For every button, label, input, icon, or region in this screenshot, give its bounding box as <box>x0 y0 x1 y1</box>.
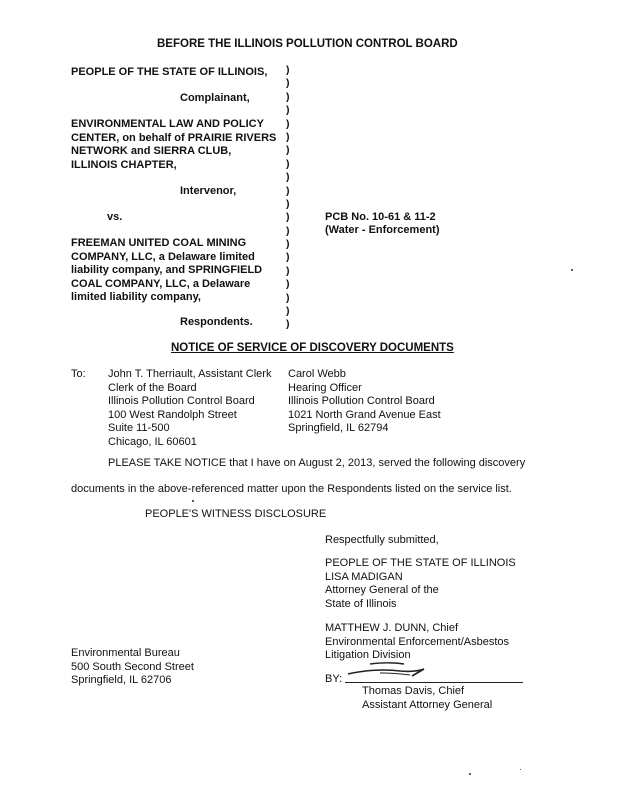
respondents-label: Respondents. <box>180 316 253 328</box>
stray-mark <box>192 500 194 502</box>
caption-paren: ) <box>286 157 290 170</box>
caption-paren: ) <box>286 291 290 304</box>
notice-title: NOTICE OF SERVICE OF DISCOVERY DOCUMENTS <box>171 342 454 354</box>
recipient-line: Illinois Pollution Control Board <box>108 395 255 407</box>
caption-paren: ) <box>286 104 290 117</box>
handwritten-signature <box>340 658 440 682</box>
caption-paren: ) <box>286 224 290 237</box>
caption-paren: ) <box>286 305 290 318</box>
recipient-line: Clerk of the Board <box>108 381 197 394</box>
caption-paren: ) <box>286 211 290 224</box>
caption-paren: ) <box>286 90 290 103</box>
caption-paren: ) <box>286 264 290 277</box>
caption-paren: ) <box>286 278 290 291</box>
by-label: BY: <box>325 673 343 685</box>
body-paragraph-line2: documents in the above-referenced matter upon the Respondents listed on the service list. <box>71 483 512 495</box>
recipient-hearing-officer <box>288 368 441 436</box>
signer-block <box>362 685 492 712</box>
scan-speck <box>469 773 471 775</box>
caption-paren: ) <box>286 184 290 197</box>
court-title: BEFORE THE ILLINOIS POLLUTION CONTROL BOARD <box>157 38 458 50</box>
recipient-line: 100 West Randolph Street <box>108 408 237 421</box>
recipient-line: Illinois Pollution Control Board <box>288 395 435 407</box>
caption-paren: ) <box>286 64 290 76</box>
intervenor-line: ENVIRONMENTAL LAW AND POLICY <box>71 118 264 130</box>
case-number: PCB No. 10-61 & 11-2 <box>325 211 436 223</box>
versus-label: vs. <box>107 211 123 223</box>
office-line: Springfield, IL 62706 <box>71 674 172 686</box>
closing: Respectfully submitted, <box>325 534 439 546</box>
respondent-name <box>71 237 262 305</box>
to-label: To: <box>71 368 86 380</box>
respondent-line: FREEMAN UNITED COAL MINING <box>71 237 247 249</box>
caption-paren: ) <box>286 77 290 90</box>
recipient-clerk <box>108 368 271 449</box>
caption-paren: ) <box>286 130 290 143</box>
recipient-line: Chicago, IL 60601 <box>108 435 197 448</box>
office-line: 500 South Second Street <box>71 660 194 673</box>
signatory-line: LISA MADIGAN <box>325 570 403 583</box>
recipient-line: Springfield, IL 62794 <box>288 422 389 434</box>
complainant-label: Complainant, <box>180 92 250 104</box>
respondent-line: limited liability company, <box>71 291 201 303</box>
caption-paren: ) <box>286 171 290 184</box>
respondent-line: liability company, and SPRINGFIELD <box>71 264 263 276</box>
signatory-block <box>325 557 516 611</box>
body-paragraph-line1: PLEASE TAKE NOTICE that I have on August 2, 2013, served the following discovery <box>108 457 526 469</box>
caption-paren: ) <box>286 318 290 331</box>
intervenor-line: NETWORK and SIERRA CLUB, <box>71 145 232 157</box>
recipient-line: Suite 11-500 <box>108 422 170 434</box>
recipient-line: Hearing Officer <box>288 381 362 394</box>
respondent-line: COAL COMPANY, LLC, a Delaware <box>71 277 251 290</box>
plaintiff-name: PEOPLE OF THE STATE OF ILLINOIS, <box>71 66 268 78</box>
scan-speck <box>571 269 573 271</box>
chief-line: Environmental Enforcement/Asbestos <box>325 635 510 648</box>
chief-line: Litigation Division <box>325 649 411 661</box>
signatory-line: Attorney General of the <box>325 584 439 596</box>
signatory-line: PEOPLE OF THE STATE OF ILLINOIS <box>325 557 516 569</box>
caption-paren: ) <box>286 197 290 210</box>
signatory-line: State of Illinois <box>325 597 397 610</box>
caption-paren: ) <box>286 251 290 264</box>
recipient-line: 1021 North Grand Avenue East <box>288 408 441 421</box>
document-served: PEOPLE'S WITNESS DISCLOSURE <box>145 508 327 520</box>
signer-line: Assistant Attorney General <box>362 698 493 711</box>
respondent-line: COMPANY, LLC, a Delaware limited <box>71 250 255 263</box>
chief-line: MATTHEW J. DUNN, Chief <box>325 622 459 634</box>
office-line: Environmental Bureau <box>71 647 180 659</box>
chief-block <box>325 622 509 663</box>
office-address <box>71 647 194 688</box>
case-type: (Water - Enforcement) <box>325 224 440 236</box>
signer-line: Thomas Davis, Chief <box>362 685 465 697</box>
caption-paren: ) <box>286 238 290 251</box>
scan-speck <box>520 769 521 770</box>
intervenor-label: Intervenor, <box>180 185 237 197</box>
recipient-line: Carol Webb <box>288 368 346 380</box>
intervenor-line: CENTER, on behalf of PRAIRIE RIVERS <box>71 131 277 144</box>
signature-line <box>345 682 523 683</box>
caption-parentheses <box>286 64 290 332</box>
caption-paren: ) <box>286 117 290 130</box>
caption-paren: ) <box>286 144 290 157</box>
intervenor-line: ILLINOIS CHAPTER, <box>71 158 177 171</box>
recipient-line: John T. Therriault, Assistant Clerk <box>108 368 272 380</box>
intervenor-name <box>71 118 276 172</box>
